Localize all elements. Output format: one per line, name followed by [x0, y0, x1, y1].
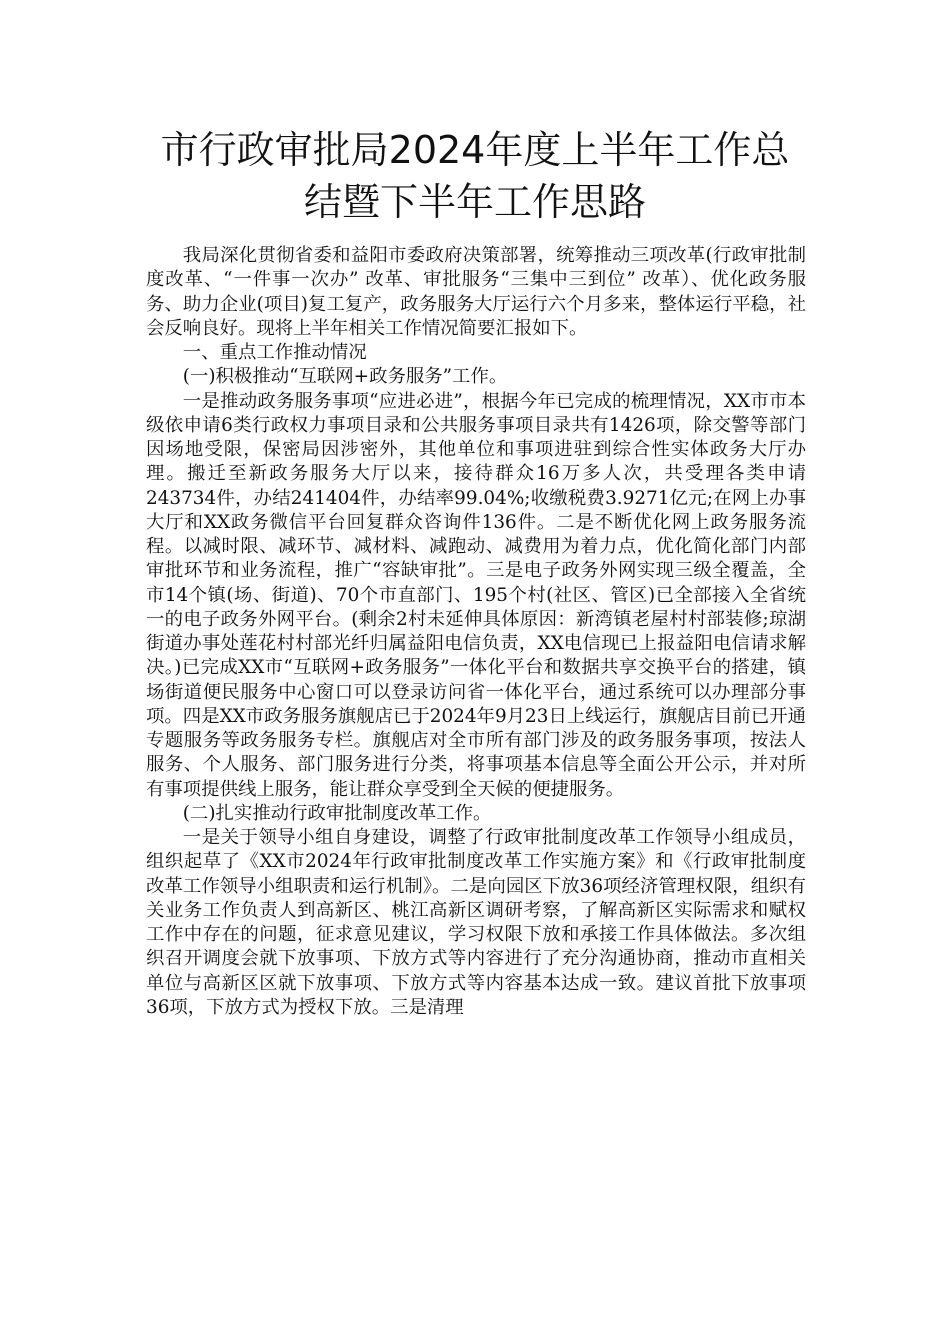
- paragraph-intro: 我局深化贯彻省委和益阳市委政府决策部署，统筹推动三项改革(行政审批制度改革、“一件事一次办” 改革、审批服务“三集中三到位” 改革）、优化政务服务、助力企业(项目)复工复产，政务服务大厅运行六个月多来，整体运行平稳，社会反响良好。现将上半年相关工作情况简要汇报如下。: [146, 245, 806, 339]
- subsection-heading-2: (二)扎实推动行政审批制度改革工作。: [182, 802, 492, 824]
- paragraph-internet-services: 一是推动政务服务事项“应进必进”，根据今年已完成的梳理情况，XX市市本级依申请6类行政权力事项目录和公共服务事项目录共有1426项，除交警等部门因场地受限，保密局因涉密外，其他单位和事项进驻到综合性实体政务大厅办理。搬迁至新政务服务大厅以来，接待群众16万多人次，共受理各类申请243734件，办结241404件，办结率99.04%;收缴税费3.9271亿元;在网上办事大厅和XX政务微信平台回复群众咨询件136件。二是不断优化网上政务服务流程。以减时限、减环节、减材料、减跑动、减费用为着力点，优化简化部门内部审批环节和业务流程，推广“容缺审批”。三是电子政务外网实现三级全覆盖，全市14个镇(场、街道)、70个市直部门、195个村(社区、管区)已全部接入全省统一的电子政务外网平台。(剩余2村未延伸具体原因：新湾镇老屋村村部装修;琼湖街道办事处莲花村村部光纤归属益阳电信负责，XX电信现已上报益阳电信请求解决。)已完成XX市“互联网+政务服务”一体化平台和数据共享交换平台的搭建，镇场街道便民服务中心窗口可以登录访问省一体化平台，通过系统可以办理部分事项。四是XX市政务服务旗舰店已于2024年9月23日上线运行，旗舰店目前已开通专题服务等政务服务专栏。旗舰店对全市所有部门涉及的政务服务事项，按法人服务、个人服务、部门服务进行分类，将事项基本信息等全面公开公示，并对所有事项提供线上服务，能让群众享受到全天候的便捷服务。: [146, 390, 806, 800]
- document-body: [146, 244, 806, 1020]
- document-title: [0, 124, 950, 228]
- title-line-2: 结暨下半年工作思路: [303, 180, 646, 224]
- paragraph-reform: 一是关于领导小组自身建设，调整了行政审批制度改革工作领导小组成员，组织起草了《XX市2024年行政审批制度改革工作实施方案》和《行政审批制度改革工作领导小组职责和运行机制》。二是向园区下放36项经济管理权限，组织有关业务工作负责人到高新区、桃江高新区调研考察，了解高新区实际需求和赋权工作中存在的问题，征求意见建议，学习权限下放和承接工作具体做法。多次组织召开调度会就下放事项、下放方式等内容进行了充分沟通协商，推动市直相关单位与高新区区就下放事项、下放方式等内容基本达成一致。建议首批下放事项36项，下放方式为授权下放。三是清理: [146, 827, 806, 1018]
- title-line-1: 市行政审批局2024年度上半年工作总: [160, 128, 790, 172]
- subsection-heading-1: (一)积极推动“互联网+政务服务”工作。: [182, 366, 508, 388]
- section-heading-1: 一、重点工作推动情况: [182, 342, 367, 363]
